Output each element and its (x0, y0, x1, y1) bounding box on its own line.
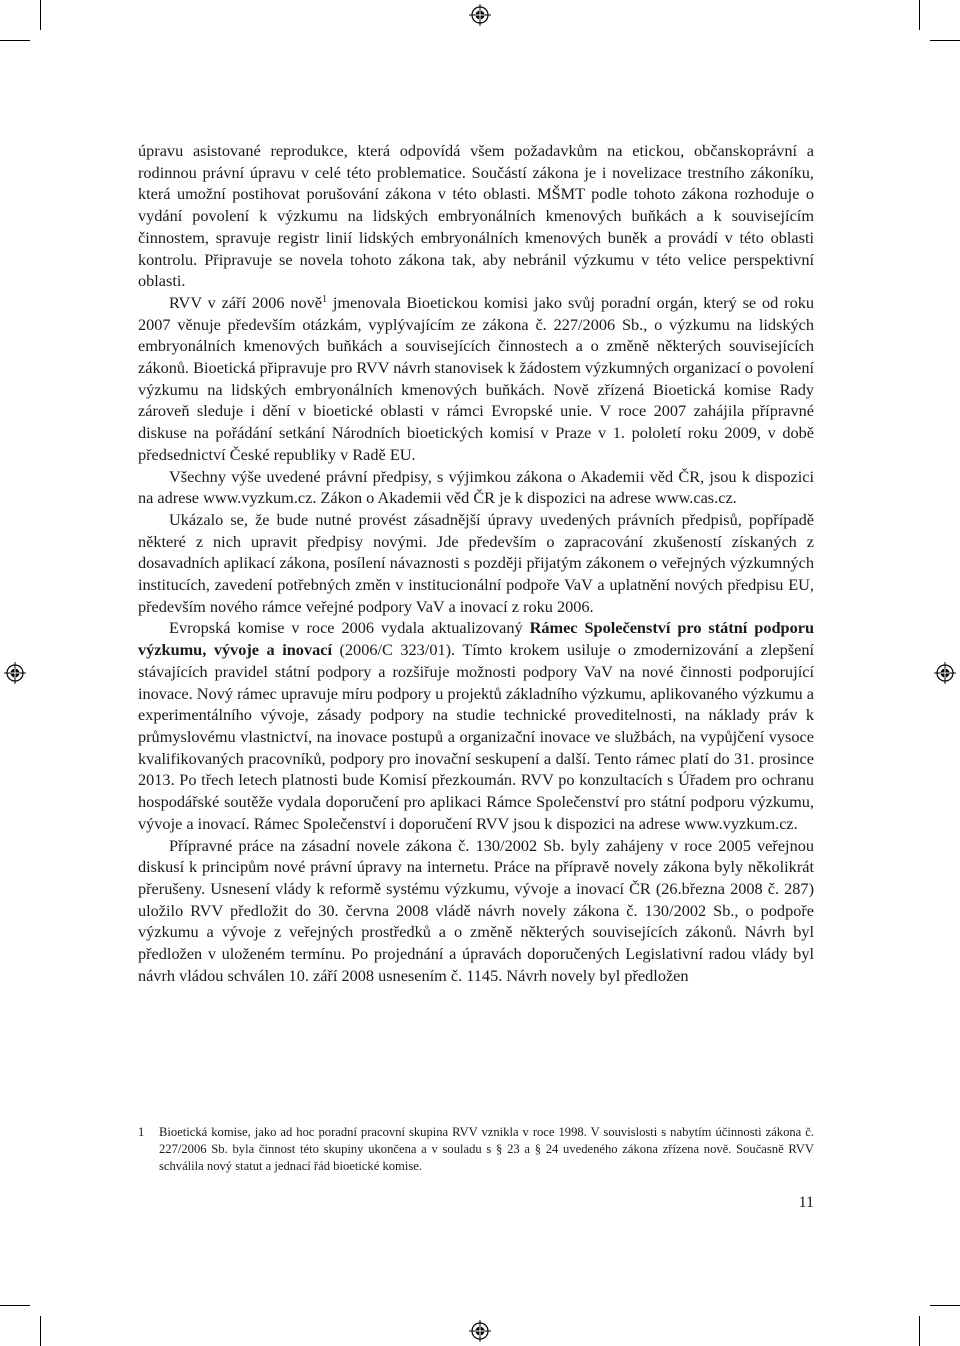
crop-mark-bottom-right (919, 1316, 920, 1346)
paragraph-5 (138, 617, 814, 834)
registration-mark-icon (469, 1320, 491, 1342)
paragraph-3: Všechny výše uvedené právní předpisy, s výjimkou zákona o Akademii věd ČR, jsou k dispozici na adrese www.vyzkum.cz. Zákon o Akademii věd ČR je k dispozici na adrese www.cas.cz. (138, 466, 814, 508)
registration-mark-icon (934, 662, 956, 684)
crop-mark-bottom-left-h (0, 1305, 30, 1306)
registration-mark-icon (469, 4, 491, 26)
paragraph-2-part-a: RVV v září 2006 nově (169, 292, 322, 312)
paragraph-5-part-b: (2006/C 323/01). Tímto krokem usiluje o zmodernizování a zlepšení stávajících pravidel státní podpory a rozšiřuje možnosti podpory VaV na nové činnosti podporující inovace. Nový rámec upravuje míru podpory u projektů základního výzkumu, aplikovaného výzkumu a experimentálního vývoje, zásady podpory na studie technické proveditelnosti, na náklady práv k průmyslovému vlastnictví, na inovace postupů a organizační inovace ve službách, na vypůjčení vysoce kvalifikovaných pracovníků, podpory pro inovační seskupení a další. Tento rámec platí do 31. prosince 2013. Po třech letech platnosti bude Komisí přezkoumán. RVV po konzultacích s Úřadem pro ochranu hospodářské soutěže vydala doporučení pro aplikaci Rámce Společenství pro státní podporu výzkumu, vývoje a inovací. Rámec Společenství i doporučení RVV jsou k dispozici na adrese www.vyzkum.cz. (138, 640, 814, 833)
footnote-text: Bioetická komise, jako ad hoc poradní pracovní skupina RVV vznikla v roce 1998. V souvislosti s nabytím účinnosti zákona č. 227/2006 Sb. byla činnost této skupiny ukončena a v souladu s § 23 a § 24 uvedeného zákona zřízena nově. Současně RVV schválila nový statut a jednací řád bioetické komise. (159, 1125, 814, 1173)
paragraph-2-part-b: jmenovala Bioetickou komisi jako svůj poradní orgán, který se od roku 2007 věnuje především otázkám, vyplývajícím ze zákona č. 227/2006 Sb., o výzkumu na lidských embryonálních kmenových buňkách a souvisejících činnostech a o změně některých souvisejících zákonů. Bioetická připravuje pro RVV návrh stanovisek k žádostem výzkumných organizací o povolení výzkumu na lidských embryonálních kmenových buňkách. Nově zřízená Bioetická komise Rady zároveň sleduje i dění v bioetické oblasti v rámci Evropské unie. V roce 2007 zahájila přípravné diskuse na pořádání setkání Národních bioetických komisí v Praze v 1. pololetí roku 2009, v době předsednictví České republiky v Radě EU. (138, 292, 814, 464)
footnote-reference: 1 (322, 293, 327, 305)
crop-mark-bottom-left (40, 1316, 41, 1346)
crop-mark-bottom-right-h (930, 1305, 960, 1306)
body-text (138, 140, 814, 986)
crop-mark-top-left-h (0, 40, 30, 41)
framework-title-bold: Rámec Společenství pro státní podporu výzkumu, vývoje a inovací (138, 618, 814, 660)
page-number: 11 (798, 1194, 814, 1211)
paragraph-5-part-a: Evropská komise v roce 2006 vydala aktualizovaný (169, 618, 530, 638)
registration-mark-icon (4, 662, 26, 684)
crop-mark-top-left (40, 0, 41, 30)
footnote (138, 1124, 814, 1175)
crop-mark-top-right-h (930, 40, 960, 41)
paragraph-2 (138, 292, 814, 466)
paragraph-4: Ukázalo se, že bude nutné provést zásadnější úpravy uvedených právních předpisů, popřípadě některé z nich upravit předpisy novými. Jde především o zapracování zkušeností získaných z dosavadních aplikací zákona, posílení návaznosti s později přijatým zákonem o veřejných výzkumných institucích, zavedení potřebných změn v institucionální podpoře VaV a uplatnění nových předpisu EU, především nového rámce veřejné podpory VaV a inovací z roku 2006. (138, 509, 814, 616)
crop-mark-top-right (919, 0, 920, 30)
paragraph-6: Přípravné práce na zásadní novele zákona č. 130/2002 Sb. byly zahájeny v roce 2005 veřejnou diskusí k principům nové právní úpravy na internetu. Práce na přípravě novely zákona byly několikrát přerušeny. Usnesení vlády k reformě systému výzkumu, vývoje a inovací ČR (26.března 2008 č. 287) uložilo RVV předložit do 30. června 2008 vládě návrh novely zákona č. 130/2002 Sb., o podpoře výzkumu a vývoje z veřejných prostředků a o změně některých souvisejících zákonů. Návrh byl předložen v uloženém termínu. Po projednání a úpravách doporučených Legislativní radou vlády byl návrh vládou schválen 10. září 2008 usnesením č. 1145. Návrh novely byl předložen (138, 835, 814, 985)
paragraph-1: úpravu asistované reprodukce, která odpovídá všem požadavkům na etickou, občanskoprávní a rodinnou právní úpravu v celé této problematice. Součástí zákona je i novelizace trestního zákoníku, která umožní postihovat porušování zákona v této oblasti. MŠMT podle tohoto zákona rozhoduje o vydání povolení k výzkumu na lidských embryonálních kmenových buňkách a k souvisejícím činnostem, spravuje registr linií lidských embryonálních kmenových buněk a provádí v této oblasti kontrolu. Připravuje se novela tohoto zákona tak, aby nebránil výzkumu v této velice perspektivní oblasti. (138, 141, 814, 291)
footnote-number: 1 (138, 1125, 145, 1139)
